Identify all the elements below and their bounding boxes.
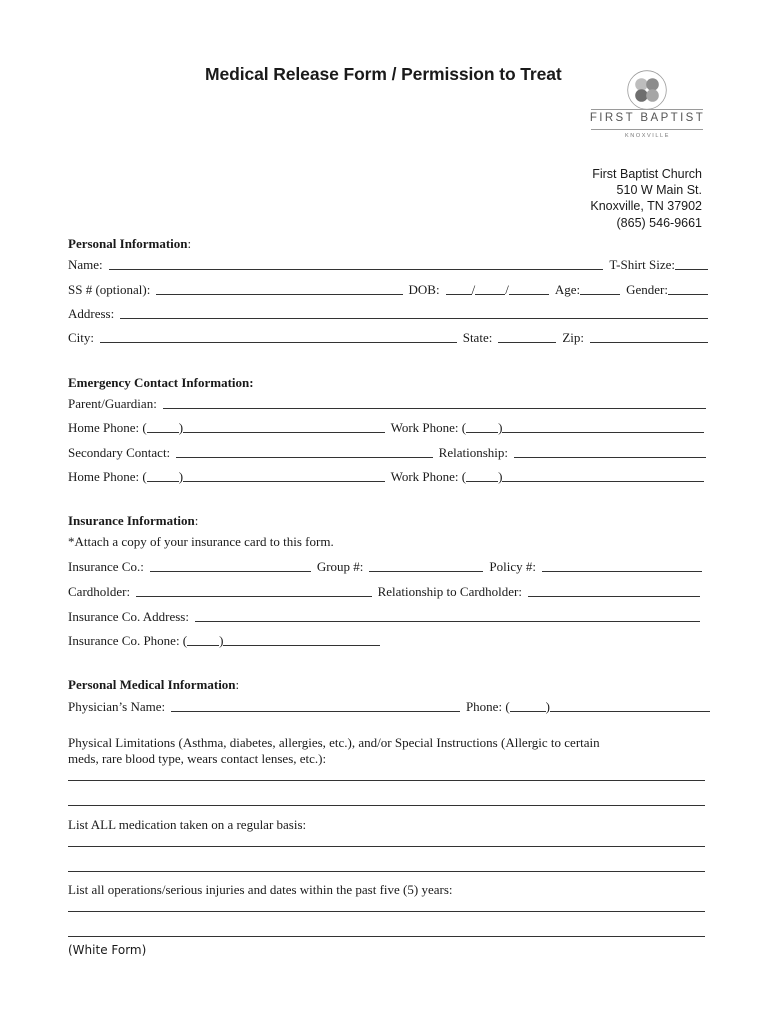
logo-name: FIRST BAPTIST — [589, 112, 706, 124]
logo-top-rule — [591, 109, 703, 110]
form-color-note: (White Form) — [68, 943, 147, 957]
insurance-phone-label: Insurance Co. Phone: ( — [68, 633, 188, 648]
zip-field[interactable] — [590, 330, 708, 343]
city-label: City: — [68, 330, 95, 345]
policy-number-field[interactable] — [542, 559, 702, 572]
ss-label: SS # (optional): — [68, 282, 151, 297]
cardholder-field[interactable] — [136, 584, 371, 597]
church-address — [590, 166, 702, 231]
cardholder-relationship-field[interactable] — [528, 584, 700, 597]
physician-name-label: Physician’s Name: — [68, 699, 166, 714]
home-phone-area-code-field[interactable] — [147, 420, 179, 433]
cardholder-relationship-label: Relationship to Cardholder: — [377, 584, 522, 599]
personal-info-heading — [68, 236, 191, 252]
physical-limitations-line[interactable] — [68, 780, 705, 781]
church-phone: (865) 546-9661 — [616, 215, 702, 230]
close-paren: ) — [178, 469, 184, 484]
relationship-label: Relationship: — [438, 445, 508, 460]
secondary-home-phone-field[interactable] — [183, 469, 385, 482]
parent-guardian-label: Parent/Guardian: — [68, 396, 157, 411]
insurance-phone-row — [68, 629, 380, 649]
close-paren: ) — [498, 420, 503, 435]
state-label: State: — [462, 330, 493, 345]
age-field[interactable] — [580, 282, 620, 295]
secondary-contact-field[interactable] — [176, 445, 432, 458]
personal-info-heading-colon: : — [187, 236, 192, 251]
address-label: Address: — [68, 306, 115, 321]
gender-label: Gender: — [626, 282, 668, 297]
relationship-field[interactable] — [514, 445, 706, 458]
city-field[interactable] — [100, 330, 457, 343]
emergency-contact-heading — [68, 375, 254, 391]
emergency-contact-heading-text: Emergency Contact Information: — [68, 375, 254, 390]
work-phone-label: Work Phone: ( — [390, 420, 467, 435]
address-row — [68, 302, 708, 322]
insurance-info-heading — [68, 513, 198, 529]
address-field[interactable] — [120, 306, 708, 319]
logo-subname: KNOXVILLE — [625, 133, 670, 139]
physician-name-field[interactable] — [171, 699, 460, 712]
operations-line[interactable] — [68, 911, 705, 912]
close-paren: ) — [498, 469, 503, 484]
physical-limitations-label-line-1: Physical Limitations (Asthma, diabetes, allergies, etc.), and/or Special Instructions (Allergic to certain — [68, 735, 600, 750]
physical-limitations-line[interactable] — [68, 805, 705, 806]
insurance-address-field[interactable] — [195, 609, 700, 622]
insurance-address-label: Insurance Co. Address: — [68, 609, 189, 624]
tshirt-size-label: T-Shirt Size: — [609, 257, 675, 272]
insurance-company-field[interactable] — [150, 559, 311, 572]
medications-label: List ALL medication taken on a regular basis: — [68, 817, 307, 832]
dob-month-field[interactable] — [446, 282, 472, 295]
medications-line[interactable] — [68, 871, 705, 872]
name-field[interactable] — [109, 257, 604, 270]
personal-info-heading-text: Personal Information — [68, 236, 188, 251]
dob-separator: / — [505, 282, 509, 297]
dob-separator: / — [471, 282, 476, 297]
home-phone-field[interactable] — [183, 420, 385, 433]
tshirt-size-field[interactable] — [675, 257, 708, 270]
insurance-phone-field[interactable] — [223, 633, 380, 646]
insurance-phone-area-code-field[interactable] — [187, 633, 219, 646]
cardholder-label: Cardholder: — [68, 584, 131, 599]
secondary-contact-row — [68, 441, 706, 461]
physician-phone-label: Phone: ( — [465, 699, 510, 714]
insurance-info-heading-colon: : — [194, 513, 199, 528]
secondary-contact-label: Secondary Contact: — [68, 445, 171, 460]
ss-field[interactable] — [156, 282, 402, 295]
insurance-info-heading-text: Insurance Information — [68, 513, 195, 528]
church-name: First Baptist Church — [592, 167, 702, 181]
insurance-address-row — [68, 605, 700, 625]
dob-day-field[interactable] — [475, 282, 505, 295]
parent-guardian-field[interactable] — [163, 396, 706, 409]
gender-field[interactable] — [668, 282, 708, 295]
close-paren: ) — [219, 633, 224, 648]
medical-info-heading-text: Personal Medical Information — [68, 677, 236, 692]
zip-label: Zip: — [562, 330, 584, 345]
form-title: Medical Release Form / Permission to Treat — [205, 64, 562, 84]
city-state-zip-row — [68, 326, 708, 346]
insurance-card-note: *Attach a copy of your insurance card to this form. — [68, 534, 334, 549]
logo-quatrefoil-icon — [627, 70, 667, 110]
secondary-work-phone-label: Work Phone: ( — [390, 469, 467, 484]
dob-year-field[interactable] — [509, 282, 549, 295]
work-phone-area-code-field[interactable] — [466, 420, 498, 433]
medications-line[interactable] — [68, 846, 705, 847]
age-label: Age: — [554, 282, 581, 297]
medical-info-heading-colon: : — [235, 677, 240, 692]
home-phone-label: Home Phone: ( — [68, 420, 147, 435]
secondary-home-phone-label: Home Phone: ( — [68, 469, 147, 484]
secondary-phones-row — [68, 465, 704, 485]
physician-phone-area-code-field[interactable] — [510, 699, 546, 712]
work-phone-field[interactable] — [502, 420, 704, 433]
physician-row — [68, 695, 710, 715]
state-field[interactable] — [498, 330, 556, 343]
name-row — [68, 253, 708, 273]
group-number-field[interactable] — [369, 559, 483, 572]
insurance-company-row — [68, 555, 702, 575]
operations-line[interactable] — [68, 936, 705, 937]
policy-number-label: Policy #: — [489, 559, 536, 574]
physical-limitations-label-line-2: meds, rare blood type, wears contact lenses, etc.): — [68, 751, 327, 766]
emergency-phones-row — [68, 416, 704, 436]
secondary-home-area-code-field[interactable] — [147, 469, 179, 482]
insurance-company-label: Insurance Co.: — [68, 559, 144, 574]
operations-label: List all operations/serious injuries and dates within the past five (5) years: — [68, 882, 453, 897]
church-logo — [585, 70, 710, 150]
secondary-work-area-code-field[interactable] — [466, 469, 498, 482]
church-city-state-zip: Knoxville, TN 37902 — [590, 199, 702, 214]
church-street: 510 W Main St. — [616, 183, 702, 198]
parent-guardian-row — [68, 392, 706, 412]
dob-label: DOB: — [408, 282, 440, 297]
cardholder-row — [68, 580, 700, 600]
ss-dob-row — [68, 278, 708, 298]
close-paren: ) — [178, 420, 184, 435]
group-number-label: Group #: — [316, 559, 364, 574]
name-label: Name: — [68, 257, 103, 272]
close-paren: ) — [545, 699, 550, 714]
logo-bottom-rule — [591, 129, 703, 130]
physician-phone-field[interactable] — [550, 699, 710, 712]
secondary-work-phone-field[interactable] — [502, 469, 704, 482]
medical-info-heading — [68, 677, 239, 693]
